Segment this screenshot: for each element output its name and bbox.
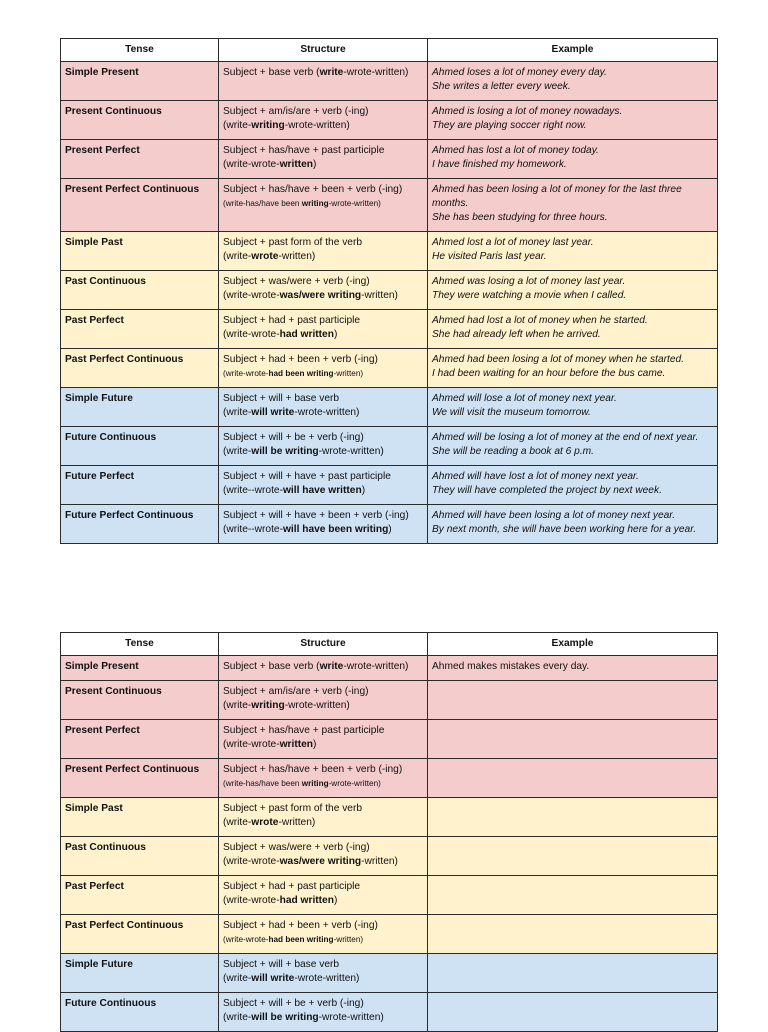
tense-cell: Present Perfect <box>61 720 219 759</box>
table-row <box>61 993 718 1032</box>
example-sentence: I had been waiting for an hour before the bus came. <box>432 368 666 379</box>
example-cell <box>428 101 718 140</box>
example-cell <box>428 310 718 349</box>
header-tense: Tense <box>61 633 219 656</box>
structure-line <box>223 328 423 342</box>
structure-text: (write- <box>223 817 252 828</box>
structure-verb-form: writing <box>251 700 285 711</box>
structure-line <box>223 236 423 250</box>
tenses-practice-table <box>60 632 718 1032</box>
table-header-row <box>61 633 718 656</box>
header-structure: Structure <box>219 39 428 62</box>
structure-verb-form: write <box>319 661 344 672</box>
example-cell <box>428 140 718 179</box>
structure-text: Subject + was/were + verb (-ing) <box>223 276 370 287</box>
structure-cell <box>219 720 428 759</box>
tense-cell: Past Continuous <box>61 271 219 310</box>
structure-cell <box>219 837 428 876</box>
structure-text: ) <box>361 485 366 496</box>
example-sentence: Ahmed makes mistakes every day. <box>432 661 590 672</box>
structure-cell <box>219 101 428 140</box>
structure-cell <box>219 681 428 720</box>
structure-text: -wrote-written) <box>343 67 409 78</box>
structure-text: Subject + has/have + been + verb (-ing) <box>223 764 403 775</box>
table-body <box>61 62 718 544</box>
structure-line <box>223 933 423 947</box>
header-example: Example <box>428 39 718 62</box>
structure-line <box>223 144 423 158</box>
structure-verb-form: was/were writing <box>279 290 362 301</box>
table-body <box>61 656 718 1032</box>
table-row <box>61 179 718 232</box>
structure-cell <box>219 466 428 505</box>
structure-line <box>223 406 423 420</box>
structure-text: -written) <box>361 290 398 301</box>
structure-line <box>223 275 423 289</box>
structure-text: -written) <box>278 817 316 828</box>
example-sentence: months. <box>432 198 469 209</box>
structure-line <box>223 289 423 303</box>
structure-cell <box>219 140 428 179</box>
structure-text: Subject + past form of the verb <box>223 803 363 814</box>
example-sentence: She had already left when he arrived. <box>432 329 601 340</box>
structure-text: Subject + will + base verb <box>223 393 340 404</box>
tense-cell: Simple Present <box>61 62 219 101</box>
structure-line <box>223 367 423 381</box>
structure-line <box>223 972 423 986</box>
structure-text: Subject + had + been + verb (-ing) <box>223 354 378 365</box>
structure-text: Subject + has/have + been + verb (-ing) <box>223 184 403 195</box>
structure-text: Subject + has/have + past participle <box>223 145 385 156</box>
header-example: Example <box>428 633 718 656</box>
example-sentence: They were watching a movie when I called. <box>432 290 627 301</box>
example-cell <box>428 915 718 954</box>
structure-line <box>223 197 423 211</box>
example-sentence: Ahmed had lost a lot of money when he started. <box>432 315 648 326</box>
structure-text: (write- <box>223 700 252 711</box>
example-cell <box>428 179 718 232</box>
example-sentence: Ahmed was losing a lot of money last year. <box>432 276 626 287</box>
structure-text: Subject + had + been + verb (-ing) <box>223 920 378 931</box>
structure-line <box>223 1011 423 1025</box>
table-row <box>61 466 718 505</box>
tense-cell: Past Perfect Continuous <box>61 349 219 388</box>
structure-text: ) <box>313 739 317 750</box>
structure-line <box>223 250 423 264</box>
table-row <box>61 759 718 798</box>
structure-text: (write-wrote- <box>223 856 280 867</box>
structure-line <box>223 997 423 1011</box>
example-sentence: Ahmed loses a lot of money every day. <box>432 67 607 78</box>
structure-text: (write-wrote- <box>223 369 269 378</box>
structure-text: -written) <box>333 935 364 944</box>
structure-cell <box>219 915 428 954</box>
structure-line <box>223 841 423 855</box>
structure-text: (write- <box>223 251 252 262</box>
structure-text: Subject + has/have + past participle <box>223 725 385 736</box>
example-cell <box>428 837 718 876</box>
tense-cell: Simple Future <box>61 954 219 993</box>
structure-text: (write-has/have been <box>223 779 302 788</box>
tense-cell: Present Continuous <box>61 681 219 720</box>
table-row <box>61 271 718 310</box>
structure-cell <box>219 954 428 993</box>
structure-verb-form: written <box>279 159 314 170</box>
structure-text: (write- <box>223 446 252 457</box>
example-sentence: Ahmed lost a lot of money last year. <box>432 237 594 248</box>
example-sentence: We will visit the museum tomorrow. <box>432 407 591 418</box>
structure-cell <box>219 798 428 837</box>
structure-cell <box>219 427 428 466</box>
structure-text: (write- <box>223 1012 252 1023</box>
structure-line <box>223 855 423 869</box>
structure-text: Subject + was/were + verb (-ing) <box>223 842 370 853</box>
structure-cell <box>219 179 428 232</box>
structure-line <box>223 66 423 80</box>
example-cell <box>428 505 718 544</box>
example-cell <box>428 388 718 427</box>
table-row <box>61 101 718 140</box>
structure-line <box>223 738 423 752</box>
structure-text: Subject + base verb ( <box>223 67 320 78</box>
tense-cell: Simple Past <box>61 232 219 271</box>
example-cell <box>428 232 718 271</box>
tense-cell: Simple Present <box>61 656 219 681</box>
tense-cell: Past Perfect <box>61 310 219 349</box>
example-sentence: She will be reading a book at 6 p.m. <box>432 446 594 457</box>
example-sentence: Ahmed is losing a lot of money nowadays. <box>432 106 623 117</box>
structure-cell <box>219 759 428 798</box>
structure-line <box>223 314 423 328</box>
example-sentence: By next month, she will have been working here for a year. <box>432 524 697 535</box>
table-row <box>61 876 718 915</box>
example-cell <box>428 427 718 466</box>
tense-cell: Future Continuous <box>61 427 219 466</box>
structure-verb-form: write <box>319 67 344 78</box>
example-cell <box>428 62 718 101</box>
structure-line <box>223 105 423 119</box>
structure-verb-form: will be writing <box>251 1012 319 1023</box>
structure-line <box>223 660 423 674</box>
example-sentence: Ahmed had been losing a lot of money when he started. <box>432 354 685 365</box>
structure-line <box>223 119 423 133</box>
tense-cell: Future Perfect Continuous <box>61 505 219 544</box>
structure-text: Subject + past form of the verb <box>223 237 363 248</box>
structure-verb-form: will have written <box>283 485 362 496</box>
table-row <box>61 915 718 954</box>
structure-verb-form: had written <box>279 329 334 340</box>
structure-text: (write- <box>223 407 252 418</box>
example-cell <box>428 349 718 388</box>
structure-line <box>223 958 423 972</box>
table-row <box>61 349 718 388</box>
tenses-reference-table <box>60 38 718 544</box>
example-sentence: She has been studying for three hours. <box>432 212 608 223</box>
structure-text: Subject + will + be + verb (-ing) <box>223 998 364 1009</box>
structure-line <box>223 523 423 537</box>
example-cell <box>428 466 718 505</box>
structure-line <box>223 353 423 367</box>
structure-line <box>223 777 423 791</box>
structure-verb-form: will be writing <box>251 446 319 457</box>
example-sentence: They will have completed the project by next week. <box>432 485 662 496</box>
structure-verb-form: had written <box>279 895 334 906</box>
structure-text: (write- <box>223 120 252 131</box>
structure-line <box>223 880 423 894</box>
structure-cell <box>219 876 428 915</box>
structure-cell <box>219 388 428 427</box>
table-row <box>61 388 718 427</box>
structure-text: -wrote-written) <box>328 779 381 788</box>
structure-text: -wrote-written) <box>328 199 381 208</box>
table-row <box>61 505 718 544</box>
structure-verb-form: will write <box>251 407 295 418</box>
structure-text: Subject + had + past participle <box>223 315 361 326</box>
example-sentence: Ahmed has been losing a lot of money for the last three <box>432 184 682 195</box>
structure-verb-form: had been writing <box>268 935 334 944</box>
tense-cell: Present Perfect Continuous <box>61 759 219 798</box>
structure-line <box>223 158 423 172</box>
example-sentence: Ahmed will be losing a lot of money at the end of next year. <box>432 432 699 443</box>
example-sentence: Ahmed has lost a lot of money today. <box>432 145 599 156</box>
table-row <box>61 681 718 720</box>
structure-cell <box>219 656 428 681</box>
structure-verb-form: writing <box>301 779 329 788</box>
structure-verb-form: will write <box>251 973 295 984</box>
structure-line <box>223 763 423 777</box>
tense-cell: Simple Past <box>61 798 219 837</box>
tense-cell: Past Continuous <box>61 837 219 876</box>
structure-text: -wrote-written) <box>284 120 350 131</box>
structure-text: (write- <box>223 973 252 984</box>
structure-cell <box>219 505 428 544</box>
structure-text: ) <box>313 159 317 170</box>
structure-text: -written) <box>361 856 398 867</box>
structure-text: (write-wrote- <box>223 329 280 340</box>
structure-line <box>223 431 423 445</box>
structure-line <box>223 919 423 933</box>
tense-cell: Present Continuous <box>61 101 219 140</box>
table-header-row <box>61 39 718 62</box>
structure-line <box>223 724 423 738</box>
structure-verb-form: wrote <box>251 817 279 828</box>
structure-text: -wrote-written) <box>318 1012 384 1023</box>
example-sentence: I have finished my homework. <box>432 159 567 170</box>
structure-cell <box>219 349 428 388</box>
structure-text: Subject + am/is/are + verb (-ing) <box>223 106 369 117</box>
structure-text: -wrote-written) <box>294 973 360 984</box>
table-row <box>61 656 718 681</box>
table-row <box>61 954 718 993</box>
structure-text: ) <box>333 329 338 340</box>
structure-line <box>223 685 423 699</box>
structure-verb-form: will have been writing <box>283 524 389 535</box>
table-row <box>61 427 718 466</box>
example-sentence: Ahmed will have lost a lot of money next year. <box>432 471 639 482</box>
example-cell <box>428 798 718 837</box>
example-sentence: She writes a letter every week. <box>432 81 571 92</box>
structure-cell <box>219 310 428 349</box>
structure-verb-form: writing <box>301 199 329 208</box>
structure-line <box>223 699 423 713</box>
structure-text: -written) <box>333 369 364 378</box>
structure-text: Subject + had + past participle <box>223 881 361 892</box>
structure-text: (write-wrote- <box>223 739 280 750</box>
table-row <box>61 720 718 759</box>
structure-text: Subject + will + have + been + verb (-ing) <box>223 510 409 521</box>
table-row <box>61 310 718 349</box>
structure-text: Subject + will + have + past participle <box>223 471 391 482</box>
header-tense: Tense <box>61 39 219 62</box>
tense-cell: Past Perfect Continuous <box>61 915 219 954</box>
structure-line <box>223 802 423 816</box>
tense-cell: Present Perfect <box>61 140 219 179</box>
structure-verb-form: had been writing <box>268 369 334 378</box>
example-cell <box>428 656 718 681</box>
tense-cell: Future Continuous <box>61 993 219 1032</box>
structure-text: ) <box>388 524 392 535</box>
structure-text: (write--wrote- <box>223 524 283 535</box>
structure-text: ) <box>333 895 338 906</box>
example-cell <box>428 271 718 310</box>
structure-text: (write-wrote- <box>223 895 280 906</box>
structure-line <box>223 445 423 459</box>
example-sentence: Ahmed will lose a lot of money next year. <box>432 393 617 404</box>
structure-text: -wrote-written) <box>294 407 360 418</box>
tense-cell: Past Perfect <box>61 876 219 915</box>
table-row <box>61 62 718 101</box>
structure-line <box>223 816 423 830</box>
structure-verb-form: writing <box>251 120 285 131</box>
structure-text: (write-wrote- <box>223 290 280 301</box>
structure-cell <box>219 993 428 1032</box>
example-cell <box>428 876 718 915</box>
structure-verb-form: wrote <box>251 251 279 262</box>
structure-text: -wrote-written) <box>318 446 384 457</box>
structure-text: Subject + will + base verb <box>223 959 340 970</box>
structure-verb-form: was/were writing <box>279 856 362 867</box>
example-sentence: He visited Paris last year. <box>432 251 547 262</box>
example-cell <box>428 681 718 720</box>
structure-line <box>223 894 423 908</box>
table-row <box>61 837 718 876</box>
structure-text: Subject + base verb ( <box>223 661 320 672</box>
tense-cell: Future Perfect <box>61 466 219 505</box>
structure-text: (write--wrote- <box>223 485 283 496</box>
structure-line <box>223 183 423 197</box>
structure-text: (write-wrote- <box>223 159 280 170</box>
table-row <box>61 232 718 271</box>
tense-cell: Simple Future <box>61 388 219 427</box>
structure-text: -wrote-written) <box>343 661 409 672</box>
table-row <box>61 140 718 179</box>
structure-text: -written) <box>278 251 316 262</box>
structure-text: -wrote-written) <box>284 700 350 711</box>
example-cell <box>428 993 718 1032</box>
example-sentence: They are playing soccer right now. <box>432 120 587 131</box>
structure-text: Subject + will + be + verb (-ing) <box>223 432 364 443</box>
tense-cell: Present Perfect Continuous <box>61 179 219 232</box>
structure-line <box>223 392 423 406</box>
structure-text: (write-has/have been <box>223 199 302 208</box>
example-sentence: Ahmed will have been losing a lot of money next year. <box>432 510 676 521</box>
structure-cell <box>219 271 428 310</box>
structure-text: Subject + am/is/are + verb (-ing) <box>223 686 369 697</box>
structure-line <box>223 484 423 498</box>
structure-line <box>223 509 423 523</box>
header-structure: Structure <box>219 633 428 656</box>
example-cell <box>428 759 718 798</box>
structure-verb-form: written <box>279 739 314 750</box>
structure-cell <box>219 232 428 271</box>
example-cell <box>428 720 718 759</box>
structure-line <box>223 470 423 484</box>
structure-cell <box>219 62 428 101</box>
example-cell <box>428 954 718 993</box>
table-row <box>61 798 718 837</box>
structure-text: (write-wrote- <box>223 935 269 944</box>
